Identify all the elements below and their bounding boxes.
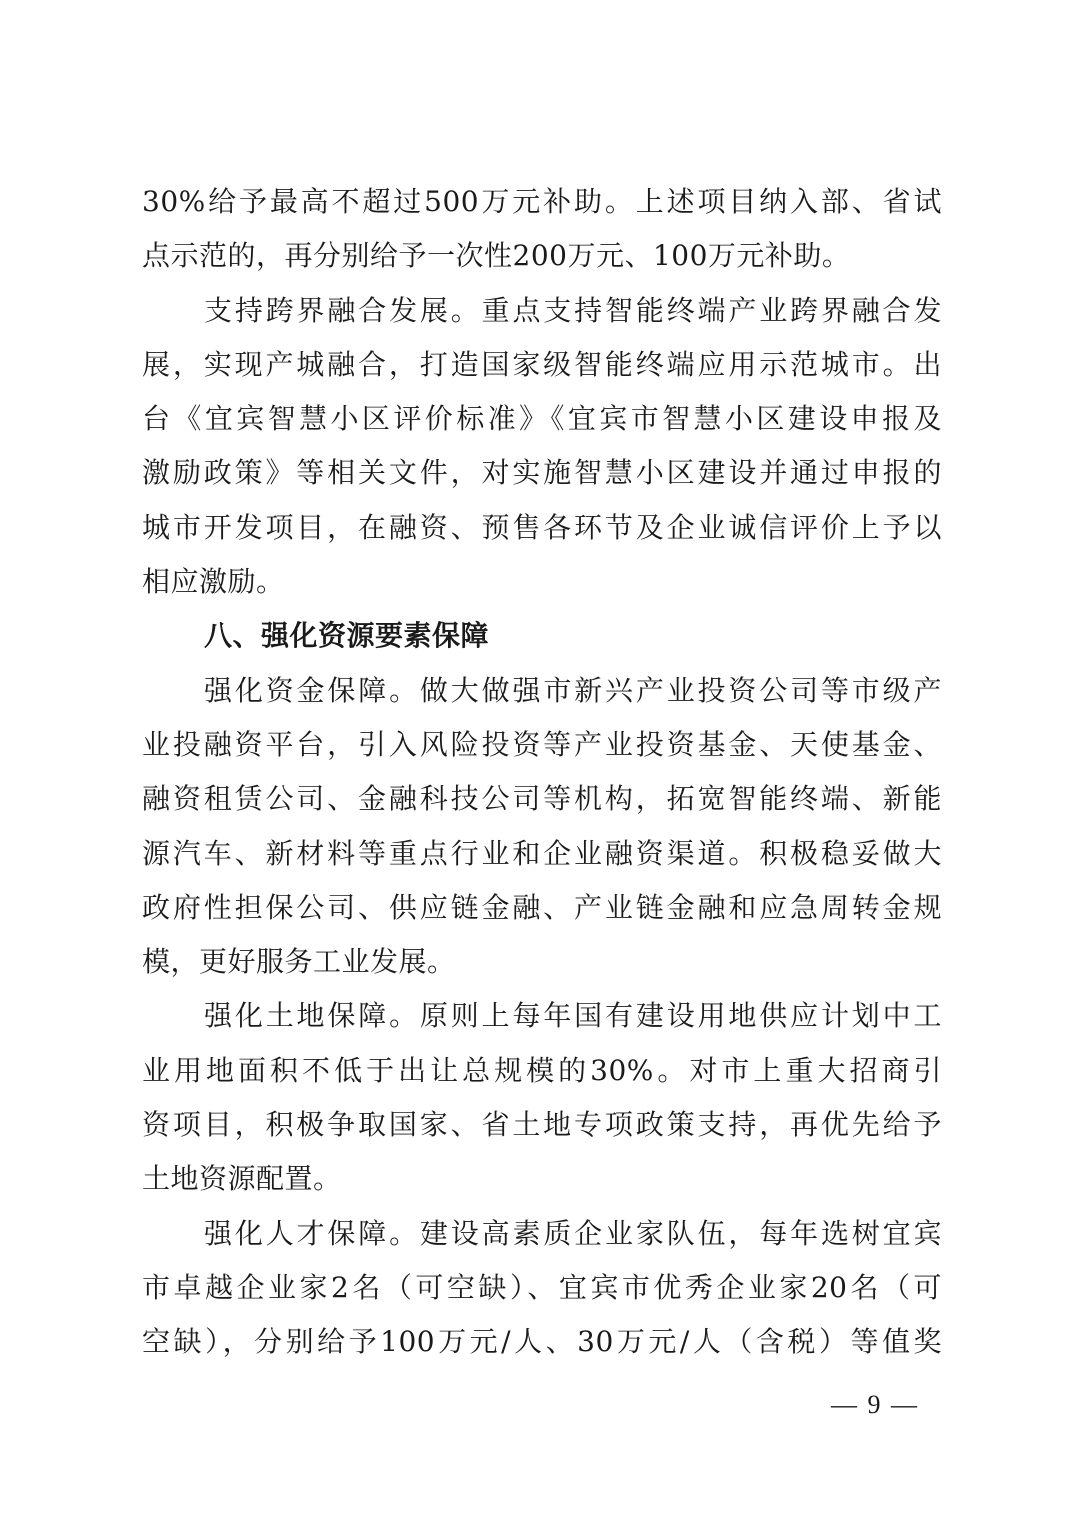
text-line: 相应激励。 xyxy=(142,565,285,599)
text-line: 台《宜宾智慧小区评价标准》《宜宾市智慧小区建设申报及 xyxy=(142,402,942,436)
text-line: 强化人才保障。建设高素质企业家队伍，每年选树宜宾 xyxy=(204,1216,942,1250)
text-line: 强化土地保障。原则上每年国有建设用地供应计划中工 xyxy=(204,999,942,1033)
text-line: 强化资金保障。做大做强市新兴产业投资公司等市级产 xyxy=(204,673,942,707)
text-line: 模，更好服务工业发展。 xyxy=(142,945,456,979)
text-line: 30%给予最高不超过500万元补助。上述项目纳入部、省试 xyxy=(142,185,942,218)
section-heading: 八、强化资源要素保障 xyxy=(204,619,490,653)
text-line: 业用地面积不低于出让总规模的30%。对市上重大招商引 xyxy=(142,1053,942,1087)
paragraph-continued xyxy=(142,175,942,284)
text-line: 空缺），分别给予100万元/人、30万元/人（含税）等值奖 xyxy=(142,1325,942,1359)
text-line: 政府性担保公司、供应链金融、产业链金融和应急周转金规 xyxy=(142,890,942,924)
text-line: 支持跨界融合发展。重点支持智能终端产业跨界融合发 xyxy=(204,293,942,327)
text-line: 融资租赁公司、金融科技公司等机构，拓宽智能终端、新能 xyxy=(142,782,942,816)
paragraph-talent xyxy=(142,1207,942,1370)
paragraph-funding xyxy=(142,664,942,990)
body-text xyxy=(142,175,942,1370)
text-line: 激励政策》等相关文件，对实施智慧小区建设并通过申报的 xyxy=(142,456,942,490)
paragraph-land xyxy=(142,989,942,1206)
text-line: 市卓越企业家2名（可空缺）、宜宾市优秀企业家20名（可 xyxy=(142,1270,942,1304)
text-line: 资项目，积极争取国家、省土地专项政策支持，再优先给予 xyxy=(142,1108,942,1142)
text-line: 土地资源配置。 xyxy=(142,1162,342,1196)
text-line: 展，实现产城融合，打造国家级智能终端应用示范城市。出 xyxy=(142,347,942,381)
text-line: 业投融资平台，引入风险投资等产业投资基金、天使基金、 xyxy=(142,727,942,761)
page-number: — 9 — xyxy=(831,1390,919,1419)
paragraph-cross-border xyxy=(142,284,942,610)
text-line: 城市开发项目，在融资、预售各环节及企业诚信评价上予以 xyxy=(142,510,942,544)
text-line: 点示范的，再分别给予一次性200万元、100万元补助。 xyxy=(142,239,851,273)
text-line: 源汽车、新材料等重点行业和企业融资渠道。积极稳妥做大 xyxy=(142,836,942,870)
